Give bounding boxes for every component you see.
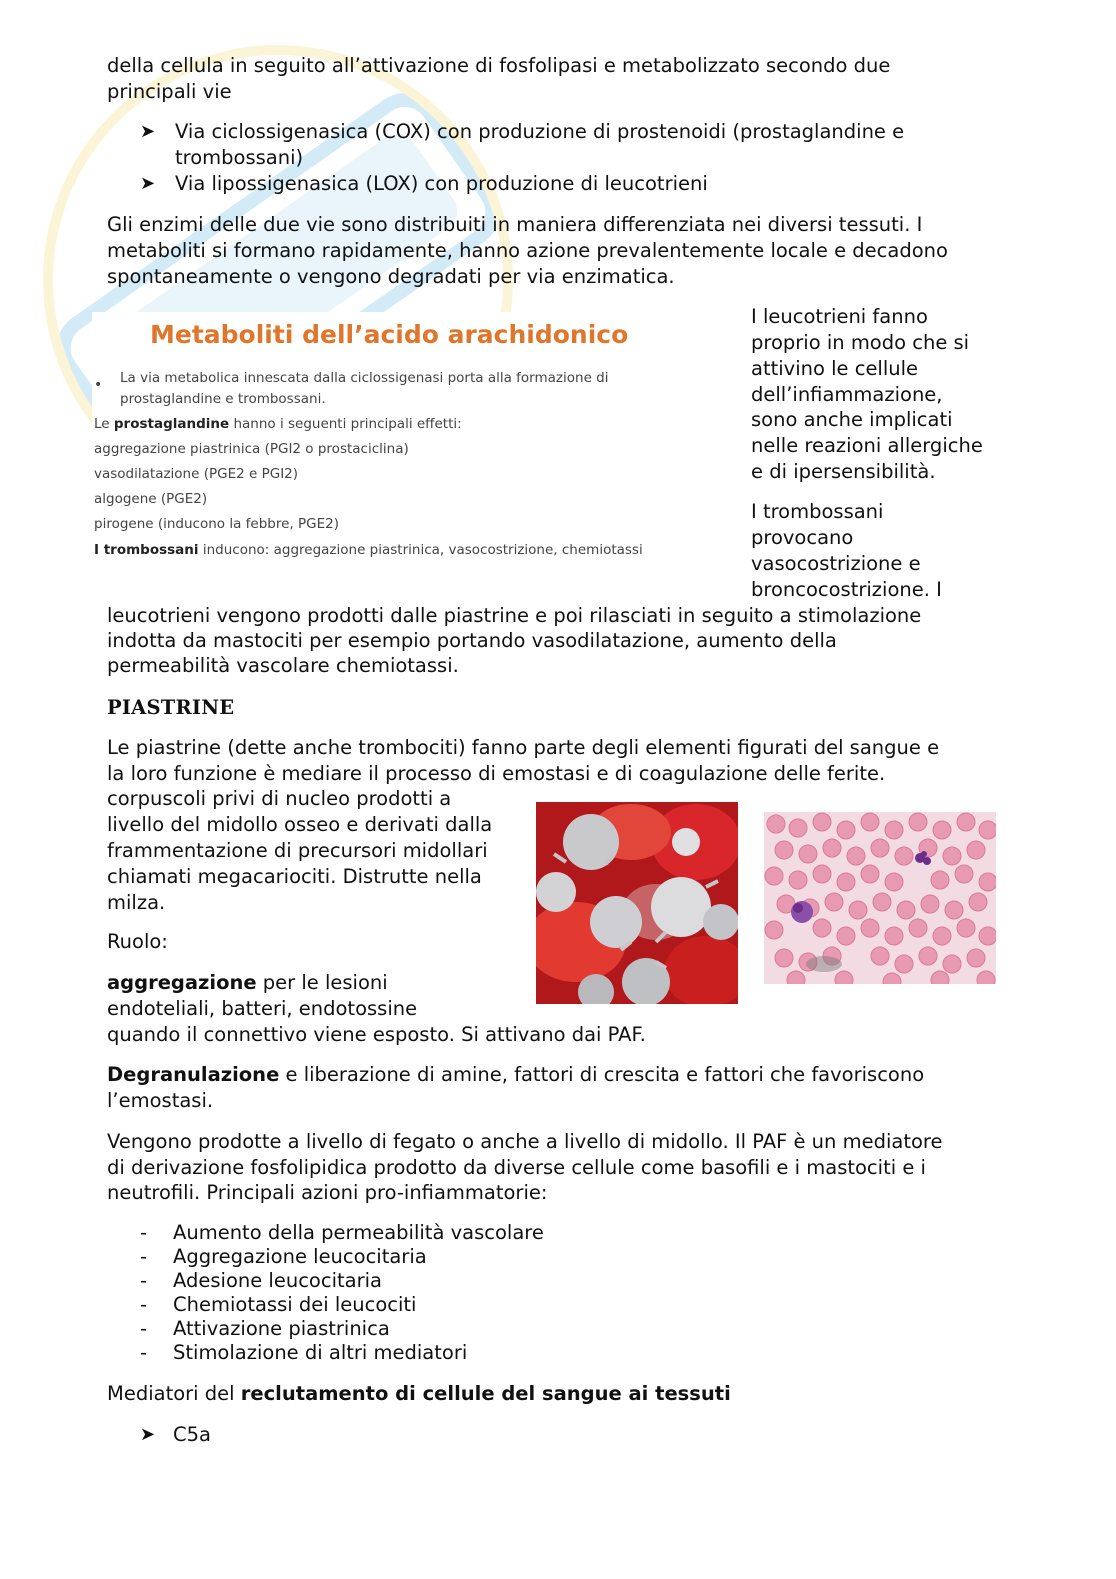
side-leuco-line: dell’infiammazione, — [751, 383, 943, 406]
leuco-cont-line-2: indotta da mastociti per esempio portando vasodilatazione, aumento della — [107, 629, 837, 652]
arrow-bullet-icon: ➤ — [140, 121, 156, 142]
enzimi-line-1: Gli enzimi delle due vie sono distribuiti in maniera differenziata nei diversi tessuti. I — [107, 213, 923, 236]
slide-effect: pirogene (inducono la febbre, PGE2) — [94, 516, 339, 532]
slide-image-metaboliti — [92, 312, 718, 568]
degranulazione-line-1 — [107, 1062, 924, 1088]
corpuscoli-line: milza. — [107, 891, 166, 914]
leuco-cont-line-1: leucotrieni vengono prodotti dalle piastrine e poi rilasciati in seguito a stimolazione — [107, 604, 922, 627]
mediatore-item: C5a — [173, 1423, 211, 1446]
azione-item: Stimolazione di altri mediatori — [173, 1341, 468, 1364]
slide-prostaglandine-line — [94, 414, 462, 434]
side-tromb-line: I trombossani — [751, 500, 884, 523]
aggregazione-line-2: endoteliali, batteri, endotossine — [107, 997, 418, 1020]
platelets-3d-image — [536, 802, 738, 1004]
mediatori-bold: reclutamento di cellule del sangue ai tessuti — [240, 1382, 731, 1405]
corpuscoli-line: corpuscoli privi di nucleo prodotti a — [107, 787, 452, 810]
dash-bullet: - — [140, 1221, 148, 1244]
leuco-cont-line-3: permeabilità vascolare chemiotassi. — [107, 654, 459, 677]
side-leuco-line: nelle reazioni allergiche — [751, 434, 983, 457]
section-heading-piastrine: PIASTRINE — [107, 696, 235, 719]
mediatori-line — [107, 1381, 731, 1407]
side-tromb-line: vasocostrizione e — [751, 552, 921, 575]
via-lox-line: Via lipossigenasica (LOX) con produzione di leucotrieni — [175, 172, 708, 195]
intro-line-2: principali vie — [107, 80, 232, 103]
via-cox-line-2: trombossani) — [175, 146, 304, 169]
piastrine-line-2: la loro funzione è mediare il processo di emostasi e di coagulazione delle ferite. — [107, 762, 886, 785]
side-leuco-line: e di ipersensibilità. — [751, 460, 936, 483]
via-cox-line-1: Via ciclossigenasica (COX) con produzione di prostenoidi (prostaglandine e — [175, 120, 905, 143]
paf-line-1: Vengono prodotte a livello di fegato o anche a livello di midollo. Il PAF è un mediatore — [107, 1130, 943, 1153]
slide-title: Metaboliti dell’acido arachidonico — [150, 320, 629, 349]
side-tromb-line: broncocostrizione. I — [751, 578, 942, 601]
side-leuco-line: proprio in modo che si — [751, 331, 970, 354]
blood-smear-image — [764, 812, 996, 984]
aggregazione-line-1 — [107, 970, 388, 996]
side-leuco-line: attivino le cellule — [751, 357, 919, 380]
azione-item: Chemiotassi dei leucociti — [173, 1293, 417, 1316]
slide-prost-rest: hanno i seguenti principali effetti: — [229, 416, 462, 432]
corpuscoli-line: chiamati megacariociti. Distrutte nella — [107, 865, 482, 888]
arrow-bullet-icon: ➤ — [140, 1424, 156, 1445]
slide-effect: aggregazione piastrinica (PGI2 o prostaciclina) — [94, 441, 409, 457]
arrow-bullet-icon: ➤ — [140, 173, 156, 194]
dash-bullet: - — [140, 1317, 148, 1340]
degranulazione-line-2: l’emostasi. — [107, 1089, 214, 1112]
azione-item: Adesione leucocitaria — [173, 1269, 382, 1292]
slide-prost-prefix: Le — [94, 416, 114, 432]
mediatori-prefix: Mediatori del — [107, 1382, 241, 1405]
dash-bullet: - — [140, 1245, 148, 1268]
slide-effect: vasodilatazione (PGE2 e PGI2) — [94, 466, 299, 482]
aggregazione-bold: aggregazione — [107, 971, 257, 994]
aggregazione-rest: per le lesioni — [256, 971, 388, 994]
enzimi-line-3: spontaneamente o vengono degradati per via enzimatica. — [107, 265, 675, 288]
slide-bullet-line-1: La via metabolica innescata dalla ciclossigenasi porta alla formazione di — [120, 370, 609, 386]
corpuscoli-line: livello del midollo osseo e derivati dalla — [107, 813, 493, 836]
slide-prost-bold: prostaglandine — [113, 416, 230, 432]
corpuscoli-line: frammentazione di precursori midollari — [107, 839, 488, 862]
slide-bullet-dot-icon: • — [94, 377, 103, 393]
dash-bullet: - — [140, 1293, 148, 1316]
paf-line-2: di derivazione fosfolipidica prodotto da diverse cellule come basofili e i mastociti e i — [107, 1156, 926, 1179]
side-leuco-line: I leucotrieni fanno — [751, 305, 928, 328]
degranulazione-bold: Degranulazione — [107, 1063, 280, 1086]
degranulazione-rest: e liberazione di amine, fattori di crescita e fattori che favoriscono — [279, 1063, 925, 1086]
azione-item: Aggregazione leucocitaria — [173, 1245, 427, 1268]
aggregazione-line-3: quando il connettivo viene esposto. Si attivano dai PAF. — [107, 1023, 646, 1046]
slide-trombossani-line — [94, 540, 643, 560]
ruolo-label: Ruolo: — [107, 930, 168, 953]
side-leuco-line: sono anche implicati — [751, 408, 953, 431]
slide-bullet-line-2: prostaglandine e trombossani. — [120, 391, 326, 407]
piastrine-line-1: Le piastrine (dette anche trombociti) fanno parte degli elementi figurati del sangue e — [107, 736, 940, 759]
enzimi-line-2: metaboliti si formano rapidamente, hanno azione prevalentemente locale e decadono — [107, 239, 948, 262]
intro-line-1: della cellula in seguito all’attivazione di fosfolipasi e metabolizzato secondo due — [107, 54, 891, 77]
paf-line-3: neutrofili. Principali azioni pro-infiammatorie: — [107, 1181, 548, 1204]
dash-bullet: - — [140, 1341, 148, 1364]
slide-tromb-bold: I trombossani — [94, 542, 199, 558]
dash-bullet: - — [140, 1269, 148, 1292]
slide-effect: algogene (PGE2) — [94, 491, 208, 507]
slide-tromb-rest: inducono: aggregazione piastrinica, vasocostrizione, chemiotassi — [198, 542, 643, 558]
side-tromb-line: provocano — [751, 526, 854, 549]
azione-item: Aumento della permeabilità vascolare — [173, 1221, 544, 1244]
azione-item: Attivazione piastrinica — [173, 1317, 390, 1340]
